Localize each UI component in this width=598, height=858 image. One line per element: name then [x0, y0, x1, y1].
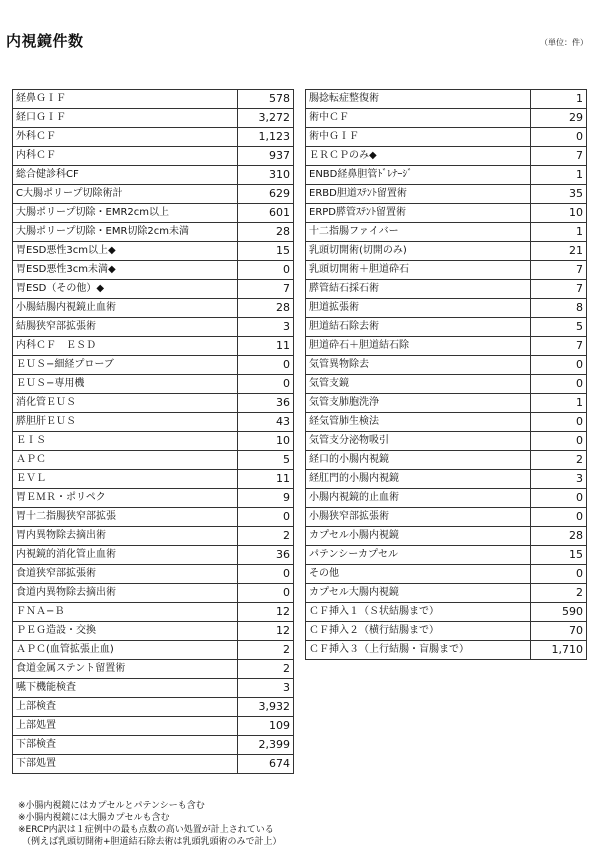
row-label: ＣＦ挿入３（上行結腸・盲腸まで）: [306, 641, 531, 660]
row-value: 15: [238, 242, 294, 261]
row-label: パテンシーカプセル: [306, 546, 531, 565]
table-row: [306, 147, 587, 166]
row-value: 2: [238, 527, 294, 546]
table-row: [13, 356, 294, 375]
row-label: カプセル小腸内視鏡: [306, 527, 531, 546]
row-value: 0: [531, 489, 587, 508]
row-value: 35: [531, 185, 587, 204]
row-label: ＣＦ挿入１（Ｓ状結腸まで）: [306, 603, 531, 622]
row-label: 経口ＧＩＦ: [13, 109, 238, 128]
row-label: ＥＵＳ−細経プローブ: [13, 356, 238, 375]
row-value: 7: [238, 280, 294, 299]
row-label: 胆道拡張術: [306, 299, 531, 318]
row-label: 経口的小腸内視鏡: [306, 451, 531, 470]
row-label: 嚥下機能検査: [13, 679, 238, 698]
row-label: 下部検査: [13, 736, 238, 755]
row-value: 12: [238, 603, 294, 622]
row-value: 9: [238, 489, 294, 508]
row-label: 胆道砕石＋胆道結石除: [306, 337, 531, 356]
row-label: 内視鏡的消化管止血術: [13, 546, 238, 565]
table-row: [13, 318, 294, 337]
row-value: 15: [531, 546, 587, 565]
row-value: 70: [531, 622, 587, 641]
table-row: [13, 337, 294, 356]
row-label: 気管支分泌物吸引: [306, 432, 531, 451]
row-label: 経鼻ＧＩＦ: [13, 90, 238, 109]
table-row: [306, 432, 587, 451]
page-title: 内視鏡件数: [6, 32, 84, 50]
row-label: 腸捻転症整復術: [306, 90, 531, 109]
row-label: 膵胆肝ＥＵＳ: [13, 413, 238, 432]
row-value: 3: [238, 679, 294, 698]
table-row: [13, 128, 294, 147]
table-row: [306, 394, 587, 413]
row-label: 小腸狭窄部拡張術: [306, 508, 531, 527]
table-row: [13, 394, 294, 413]
row-label: 経肛門的小腸内視鏡: [306, 470, 531, 489]
table-row: [13, 413, 294, 432]
row-label: 胃ＥＭＲ・ポリペク: [13, 489, 238, 508]
row-value: 2: [238, 641, 294, 660]
row-value: 11: [238, 470, 294, 489]
row-value: 0: [238, 261, 294, 280]
table-row: [13, 223, 294, 242]
row-value: 21: [531, 242, 587, 261]
row-label: 気管支肺胞洗浄: [306, 394, 531, 413]
row-label: ERBD胆道ｽﾃﾝﾄ留置術: [306, 185, 531, 204]
table-row: [13, 242, 294, 261]
footnotes: [18, 800, 282, 848]
row-value: 0: [238, 375, 294, 394]
table-row: [306, 185, 587, 204]
row-label: 胆道結石除去術: [306, 318, 531, 337]
row-value: 0: [238, 584, 294, 603]
table-row: [13, 641, 294, 660]
row-label: 気管支鏡: [306, 375, 531, 394]
table-row: [13, 584, 294, 603]
right-count-table: [305, 89, 587, 660]
table-row: [13, 603, 294, 622]
table-row: [13, 527, 294, 546]
footnote: ※小腸内視鏡には大腸カプセルも含む: [18, 813, 170, 823]
row-value: 674: [238, 755, 294, 774]
table-row: [306, 413, 587, 432]
table-row: [306, 242, 587, 261]
row-label: その他: [306, 565, 531, 584]
row-label: 乳頭切開術＋胆道砕石: [306, 261, 531, 280]
row-label: 内科ＣＦ ＥＳＤ: [13, 337, 238, 356]
table-row: [13, 109, 294, 128]
row-label: ＡＰＣ(血管拡張止血): [13, 641, 238, 660]
table-row: [306, 489, 587, 508]
row-value: 0: [531, 356, 587, 375]
row-value: 590: [531, 603, 587, 622]
table-row: [13, 546, 294, 565]
row-value: 1: [531, 90, 587, 109]
row-value: 0: [238, 356, 294, 375]
row-value: 310: [238, 166, 294, 185]
table-row: [306, 584, 587, 603]
table-row: [13, 660, 294, 679]
table-row: [306, 166, 587, 185]
table-row: [13, 204, 294, 223]
row-label: ＦＮＡ−Ｂ: [13, 603, 238, 622]
row-label: ＡＰＣ: [13, 451, 238, 470]
table-row: [306, 527, 587, 546]
table-row: [306, 204, 587, 223]
row-label: 小腸結腸内視鏡止血術: [13, 299, 238, 318]
row-value: 3,932: [238, 698, 294, 717]
row-value: 12: [238, 622, 294, 641]
table-row: [13, 147, 294, 166]
row-label: C大腸ポリープ切除術計: [13, 185, 238, 204]
row-label: 乳頭切開術(切開のみ): [306, 242, 531, 261]
row-value: 2: [531, 451, 587, 470]
row-value: 1: [531, 394, 587, 413]
row-value: 578: [238, 90, 294, 109]
table-row: [13, 299, 294, 318]
row-label: 大腸ポリープ切除・EMR切除2cm未満: [13, 223, 238, 242]
row-label: 上部処置: [13, 717, 238, 736]
table-row: [13, 166, 294, 185]
row-label: 食道金属ステント留置術: [13, 660, 238, 679]
table-row: [306, 280, 587, 299]
table-row: [306, 375, 587, 394]
row-value: 10: [531, 204, 587, 223]
table-row: [13, 280, 294, 299]
footnote: ※小腸内視鏡にはカプセルとパテンシーも含む: [18, 801, 205, 811]
row-label: 胃十二指腸狭窄部拡張: [13, 508, 238, 527]
table-row: [306, 470, 587, 489]
table-row: [306, 622, 587, 641]
row-value: 5: [531, 318, 587, 337]
table-row: [13, 717, 294, 736]
row-value: 1,710: [531, 641, 587, 660]
row-label: 胃ESD（その他）◆: [13, 280, 238, 299]
row-value: 2: [531, 584, 587, 603]
row-label: 内科ＣＦ: [13, 147, 238, 166]
row-label: 術中ＣＦ: [306, 109, 531, 128]
row-label: 胃内異物除去摘出術: [13, 527, 238, 546]
row-label: 胃ESD悪性3cm未満◆: [13, 261, 238, 280]
row-value: 3: [531, 470, 587, 489]
row-label: 消化管ＥＵＳ: [13, 394, 238, 413]
table-row: [13, 755, 294, 774]
row-value: 0: [531, 508, 587, 527]
row-label: ＥＲＣＰのみ◆: [306, 147, 531, 166]
row-value: 0: [531, 128, 587, 147]
table-row: [13, 679, 294, 698]
row-label: ERPD膵管ｽﾃﾝﾄ留置術: [306, 204, 531, 223]
row-label: 大腸ポリープ切除・EMR2cm以上: [13, 204, 238, 223]
row-label: 小腸内視鏡的止血術: [306, 489, 531, 508]
row-value: 28: [531, 527, 587, 546]
row-value: 629: [238, 185, 294, 204]
row-value: 0: [531, 565, 587, 584]
row-value: 10: [238, 432, 294, 451]
table-row: [306, 451, 587, 470]
row-label: 上部検査: [13, 698, 238, 717]
row-label: 食道内異物除去摘出術: [13, 584, 238, 603]
row-label: 十二指腸ファイバー: [306, 223, 531, 242]
table-row: [13, 622, 294, 641]
table-row: [13, 185, 294, 204]
row-label: カプセル大腸内視鏡: [306, 584, 531, 603]
row-value: 7: [531, 337, 587, 356]
row-value: 0: [531, 413, 587, 432]
row-value: 1: [531, 223, 587, 242]
table-row: [306, 261, 587, 280]
table-row: [13, 90, 294, 109]
row-value: 36: [238, 394, 294, 413]
row-value: 7: [531, 261, 587, 280]
table-row: [13, 698, 294, 717]
table-row: [13, 432, 294, 451]
table-row: [306, 90, 587, 109]
table-row: [306, 546, 587, 565]
table-row: [13, 261, 294, 280]
row-label: 経気管肺生検法: [306, 413, 531, 432]
table-row: [13, 508, 294, 527]
table-row: [306, 565, 587, 584]
row-value: 2: [238, 660, 294, 679]
row-value: 8: [531, 299, 587, 318]
row-value: 5: [238, 451, 294, 470]
row-value: 7: [531, 280, 587, 299]
table-row: [306, 337, 587, 356]
row-value: 11: [238, 337, 294, 356]
table-row: [306, 128, 587, 147]
row-label: 術中ＧＩＦ: [306, 128, 531, 147]
row-value: 7: [531, 147, 587, 166]
row-value: 0: [531, 375, 587, 394]
row-value: 3,272: [238, 109, 294, 128]
row-value: 0: [238, 565, 294, 584]
unit-label: （単位：件）: [540, 38, 588, 47]
table-row: [13, 470, 294, 489]
row-value: 3: [238, 318, 294, 337]
row-value: 0: [238, 508, 294, 527]
table-row: [306, 603, 587, 622]
row-value: 29: [531, 109, 587, 128]
row-value: 28: [238, 299, 294, 318]
row-label: 膵管結石採石術: [306, 280, 531, 299]
table-row: [306, 223, 587, 242]
table-row: [13, 565, 294, 584]
row-value: 28: [238, 223, 294, 242]
row-value: 43: [238, 413, 294, 432]
row-label: ＣＦ挿入２（横行結腸まで）: [306, 622, 531, 641]
row-label: ＥＶＬ: [13, 470, 238, 489]
row-label: 結腸狭窄部拡張術: [13, 318, 238, 337]
footnote: ※ERCP内訳は１症例中の最も点数の高い処置が計上されている: [18, 825, 274, 835]
footnote: （例えば乳頭切開術+胆道結石除去術は乳頭乳頭術のみで計上）: [22, 837, 282, 847]
row-label: ＥＩＳ: [13, 432, 238, 451]
row-value: 36: [238, 546, 294, 565]
row-value: 0: [531, 432, 587, 451]
table-row: [306, 641, 587, 660]
row-label: ENBD経鼻胆管ﾄﾞﾚﾅｰｼﾞ: [306, 166, 531, 185]
row-value: 1: [531, 166, 587, 185]
table-row: [13, 375, 294, 394]
row-label: ＥＵＳ−専用機: [13, 375, 238, 394]
row-label: 下部処置: [13, 755, 238, 774]
left-count-table: [12, 89, 294, 774]
row-value: 937: [238, 147, 294, 166]
table-row: [306, 299, 587, 318]
row-label: 気管異物除去: [306, 356, 531, 375]
row-label: 総合健診科CF: [13, 166, 238, 185]
table-row: [306, 318, 587, 337]
row-value: 1,123: [238, 128, 294, 147]
row-value: 601: [238, 204, 294, 223]
table-row: [13, 489, 294, 508]
row-value: 109: [238, 717, 294, 736]
row-label: 食道狭窄部拡張術: [13, 565, 238, 584]
table-row: [306, 109, 587, 128]
table-row: [13, 736, 294, 755]
table-row: [306, 356, 587, 375]
row-label: 外科ＣＦ: [13, 128, 238, 147]
row-value: 2,399: [238, 736, 294, 755]
row-label: ＰＥＧ造設・交換: [13, 622, 238, 641]
table-row: [13, 451, 294, 470]
row-label: 胃ESD悪性3cm以上◆: [13, 242, 238, 261]
table-row: [306, 508, 587, 527]
